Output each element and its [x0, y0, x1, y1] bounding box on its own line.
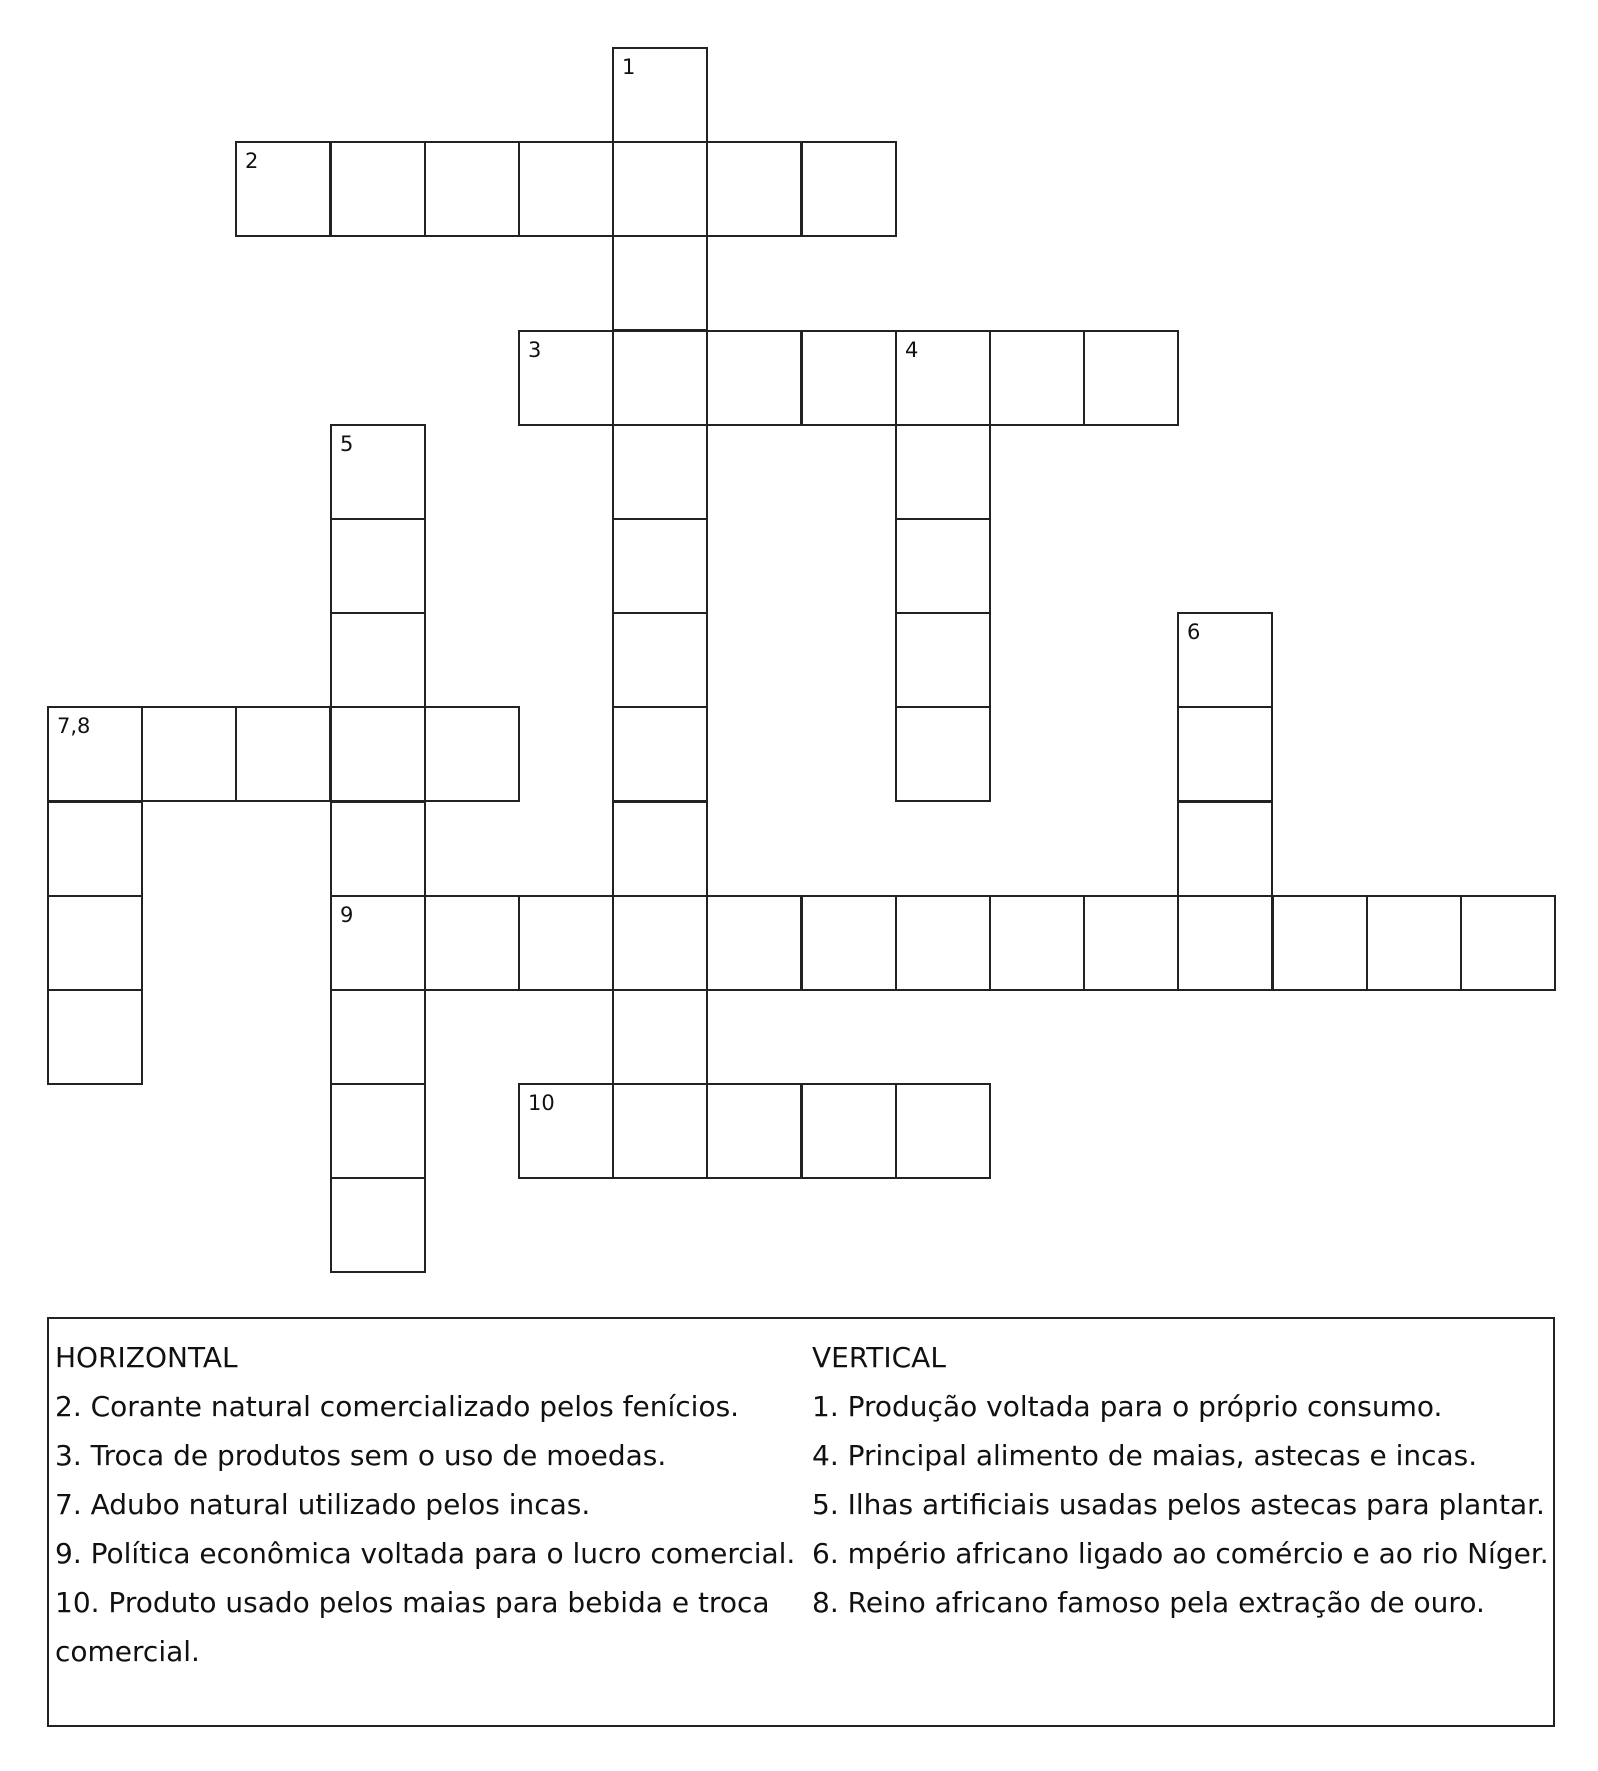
vertical-clue-1: 1. Produção voltada para o próprio consumo.	[812, 1390, 1443, 1423]
grid-cell[interactable]	[895, 518, 991, 614]
grid-cell[interactable]	[1460, 895, 1556, 991]
grid-cell[interactable]	[47, 895, 143, 991]
grid-cell[interactable]	[895, 1083, 991, 1179]
grid-cell[interactable]	[1177, 801, 1273, 897]
grid-cell[interactable]	[518, 141, 614, 237]
grid-cell[interactable]	[895, 706, 991, 802]
grid-cell[interactable]	[1177, 706, 1273, 802]
grid-cell[interactable]	[330, 612, 426, 708]
grid-cell[interactable]	[612, 706, 708, 802]
grid-cell[interactable]	[801, 1083, 897, 1179]
grid-cell[interactable]	[330, 1177, 426, 1273]
clues-box	[47, 1317, 1555, 1727]
clue-number: 3	[528, 338, 542, 362]
grid-cell[interactable]	[330, 989, 426, 1085]
grid-cell[interactable]	[235, 706, 331, 802]
grid-cell[interactable]	[612, 801, 708, 897]
grid-cell[interactable]	[612, 330, 708, 426]
grid-cell[interactable]	[518, 330, 614, 426]
clue-number: 4	[905, 338, 919, 362]
horizontal-clue-10: 10. Produto usado pelos maias para bebida e troca comercial.	[55, 1586, 770, 1668]
horizontal-clue-3: 3. Troca de produtos sem o uso de moedas.	[55, 1439, 667, 1472]
grid-cell[interactable]	[330, 801, 426, 897]
horizontal-clue-7: 7. Adubo natural utilizado pelos incas.	[55, 1488, 591, 1521]
grid-cell[interactable]	[1083, 330, 1179, 426]
grid-cell[interactable]	[989, 330, 1085, 426]
grid-cell[interactable]	[895, 424, 991, 520]
grid-cell[interactable]	[801, 141, 897, 237]
grid-cell[interactable]	[612, 895, 708, 991]
grid-cell[interactable]	[895, 612, 991, 708]
grid-cell[interactable]	[1083, 895, 1179, 991]
grid-cell[interactable]	[895, 330, 991, 426]
grid-cell[interactable]	[330, 141, 426, 237]
grid-cell[interactable]	[330, 1083, 426, 1179]
clue-number: 5	[340, 432, 354, 456]
grid-cell[interactable]	[235, 141, 331, 237]
grid-cell[interactable]	[47, 706, 143, 802]
clue-number: 6	[1187, 620, 1201, 644]
grid-cell[interactable]	[330, 424, 426, 520]
horizontal-clue-2: 2. Corante natural comercializado pelos fenícios.	[55, 1390, 740, 1423]
grid-cell[interactable]	[612, 518, 708, 614]
grid-cell[interactable]	[518, 1083, 614, 1179]
grid-cell[interactable]	[612, 989, 708, 1085]
grid-cell[interactable]	[424, 706, 520, 802]
grid-cell[interactable]	[141, 706, 237, 802]
grid-cell[interactable]	[1177, 612, 1273, 708]
clue-number: 9	[340, 903, 354, 927]
grid-cell[interactable]	[330, 895, 426, 991]
grid-cell[interactable]	[424, 895, 520, 991]
vertical-clues	[812, 1333, 1552, 1627]
horizontal-heading: HORIZONTAL	[55, 1341, 238, 1374]
vertical-clue-5: 5. Ilhas artificiais usadas pelos astecas para plantar.	[812, 1488, 1545, 1521]
grid-cell[interactable]	[801, 895, 897, 991]
clue-number: 7,8	[57, 714, 91, 738]
grid-cell[interactable]	[612, 141, 708, 237]
grid-cell[interactable]	[801, 330, 897, 426]
grid-cell[interactable]	[518, 895, 614, 991]
vertical-clue-4: 4. Principal alimento de maias, astecas e incas.	[812, 1439, 1478, 1472]
grid-cell[interactable]	[989, 895, 1085, 991]
grid-cell[interactable]	[612, 1083, 708, 1179]
grid-cell[interactable]	[1366, 895, 1462, 991]
grid-cell[interactable]	[47, 989, 143, 1085]
clue-number: 2	[245, 149, 259, 173]
grid-cell[interactable]	[47, 801, 143, 897]
vertical-clue-6: 6. mpério africano ligado ao comércio e ao rio Níger.	[812, 1537, 1549, 1570]
grid-cell[interactable]	[1177, 895, 1273, 991]
grid-cell[interactable]	[612, 612, 708, 708]
grid-cell[interactable]	[1272, 895, 1368, 991]
vertical-heading: VERTICAL	[812, 1341, 946, 1374]
grid-cell[interactable]	[612, 47, 708, 143]
clue-number: 1	[622, 55, 636, 79]
grid-cell[interactable]	[330, 518, 426, 614]
grid-cell[interactable]	[706, 895, 802, 991]
grid-cell[interactable]	[330, 706, 426, 802]
grid-cell[interactable]	[706, 1083, 802, 1179]
grid-cell[interactable]	[424, 141, 520, 237]
grid-cell[interactable]	[612, 424, 708, 520]
grid-cell[interactable]	[895, 895, 991, 991]
grid-cell[interactable]	[706, 141, 802, 237]
grid-cell[interactable]	[612, 235, 708, 331]
grid-cell[interactable]	[706, 330, 802, 426]
clue-number: 10	[528, 1091, 555, 1115]
vertical-clue-8: 8. Reino africano famoso pela extração de ouro.	[812, 1586, 1485, 1619]
horizontal-clues	[55, 1333, 805, 1676]
horizontal-clue-9: 9. Política econômica voltada para o lucro comercial.	[55, 1537, 796, 1570]
